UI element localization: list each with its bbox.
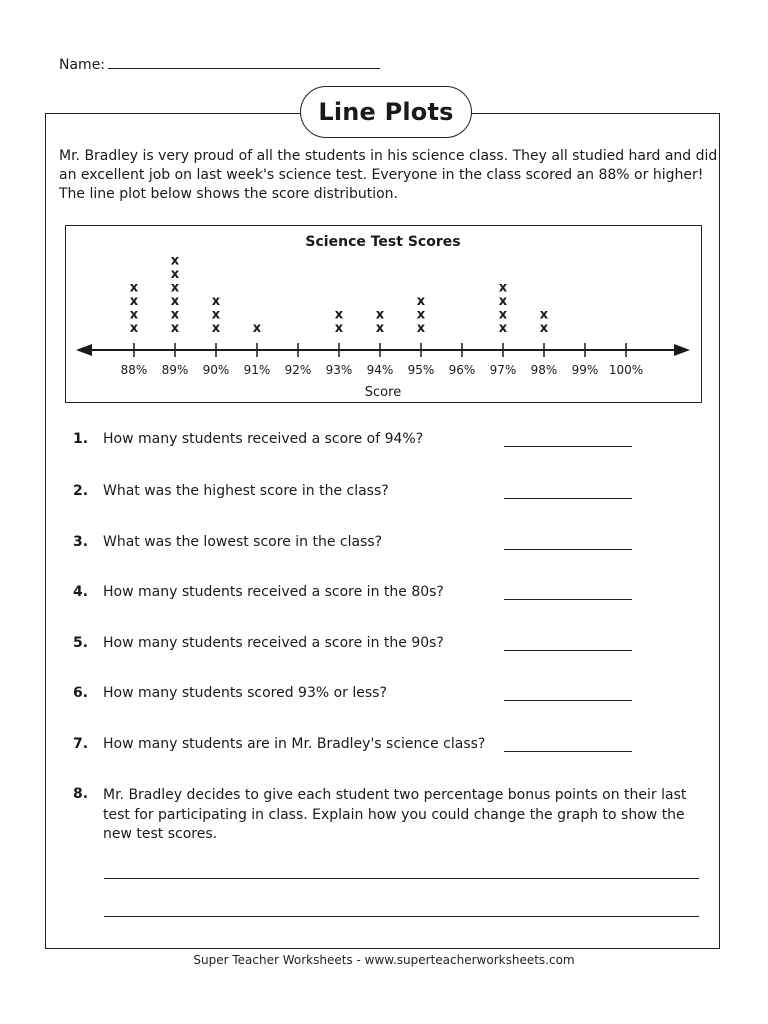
plot-x-mark: x	[211, 307, 221, 323]
axis-left-arrow-icon	[76, 344, 92, 356]
question-number: 4.	[73, 584, 89, 600]
tick-label: 89%	[161, 363, 189, 377]
plot-x-mark: x	[211, 294, 221, 309]
plot-x-mark: x	[334, 307, 344, 323]
tick-label: 88%	[120, 363, 148, 377]
plot-x-mark: x	[129, 294, 139, 309]
plot-x-mark: x	[375, 321, 385, 336]
plot-x-mark: x	[170, 253, 180, 269]
plot-x-mark: x	[252, 321, 262, 336]
tick-label: 97%	[489, 363, 517, 377]
plot-x-mark: x	[334, 321, 344, 336]
question-text: How many students scored 93% or less?	[103, 685, 387, 701]
question-text: How many students received a score in the 90s?	[103, 635, 444, 651]
plot-x-mark: x	[498, 321, 508, 336]
plot-x-mark: x	[129, 307, 139, 323]
plot-x-mark: x	[170, 280, 180, 296]
plot-x-mark: x	[170, 294, 180, 309]
question-number: 2.	[73, 483, 89, 499]
tick-label: 95%	[407, 363, 435, 377]
intro-paragraph: Mr. Bradley is very proud of all the students in his science class. They all studied hard and did an excellent job on last week's science test. Everyone in the class scored an 88% or higher! The line plot below shows the score distribution.	[59, 148, 718, 202]
line-plot-box	[65, 225, 702, 403]
question-number: 6.	[73, 685, 89, 701]
worksheet-title: Line Plots	[300, 86, 472, 138]
plot-x-mark: x	[539, 307, 549, 323]
plot-x-mark: x	[416, 294, 426, 309]
tick-label: 100%	[608, 363, 644, 377]
plot-x-mark: x	[375, 307, 385, 323]
plot-x-mark: x	[129, 280, 139, 296]
x-axis-label: Score	[364, 385, 402, 400]
question-text: How many students are in Mr. Bradley's science class?	[103, 736, 486, 752]
question-text: How many students received a score of 94%?	[103, 431, 424, 447]
answer-blank[interactable]	[504, 650, 632, 651]
answer-blank[interactable]	[504, 751, 632, 752]
plot-x-mark: x	[211, 321, 221, 336]
question-text: What was the highest score in the class?	[103, 483, 389, 499]
chart-title: Science Test Scores	[305, 234, 461, 250]
answer-blank[interactable]	[504, 498, 632, 499]
tick-label: 94%	[366, 363, 394, 377]
tick-label: 91%	[243, 363, 271, 377]
answer-writing-line[interactable]	[104, 878, 699, 879]
plot-x-mark: x	[170, 321, 180, 336]
question-number: 5.	[73, 635, 89, 651]
question-number: 3.	[73, 534, 89, 550]
plot-x-mark: x	[539, 321, 549, 336]
name-field[interactable]	[59, 55, 380, 73]
name-label: Name:	[59, 57, 106, 73]
question-number: 7.	[73, 736, 89, 752]
page-footer: Super Teacher Worksheets - www.superteacherworksheets.com	[193, 953, 575, 967]
tick-label: 99%	[571, 363, 599, 377]
question-text: How many students received a score in the 80s?	[103, 584, 444, 600]
question-number: 8.	[73, 786, 89, 802]
line-plot-chart	[66, 226, 700, 401]
name-blank-line[interactable]	[108, 55, 380, 69]
question-number: 1.	[73, 431, 89, 447]
question-text: Mr. Bradley decides to give each student two percentage bonus points on their last test for participating in class. Explain how you could change the graph to show the new test scores.	[103, 787, 687, 842]
plot-x-mark: x	[170, 307, 180, 323]
question-text: What was the lowest score in the class?	[103, 534, 383, 550]
tick-label: 93%	[325, 363, 353, 377]
answer-blank[interactable]	[504, 700, 632, 701]
answer-blank[interactable]	[504, 599, 632, 600]
tick-label: 96%	[448, 363, 476, 377]
plot-x-mark: x	[498, 294, 508, 309]
plot-x-mark: x	[498, 280, 508, 296]
tick-label: 90%	[202, 363, 230, 377]
answer-writing-line[interactable]	[104, 916, 699, 917]
plot-x-mark: x	[416, 307, 426, 323]
answer-blank[interactable]	[504, 549, 632, 550]
axis-right-arrow-icon	[674, 344, 690, 356]
answer-blank[interactable]	[504, 446, 632, 447]
plot-x-mark: x	[416, 321, 426, 336]
plot-x-mark: x	[170, 267, 180, 282]
tick-label: 98%	[530, 363, 558, 377]
tick-label: 92%	[284, 363, 312, 377]
plot-x-mark: x	[498, 307, 508, 323]
plot-x-mark: x	[129, 321, 139, 336]
